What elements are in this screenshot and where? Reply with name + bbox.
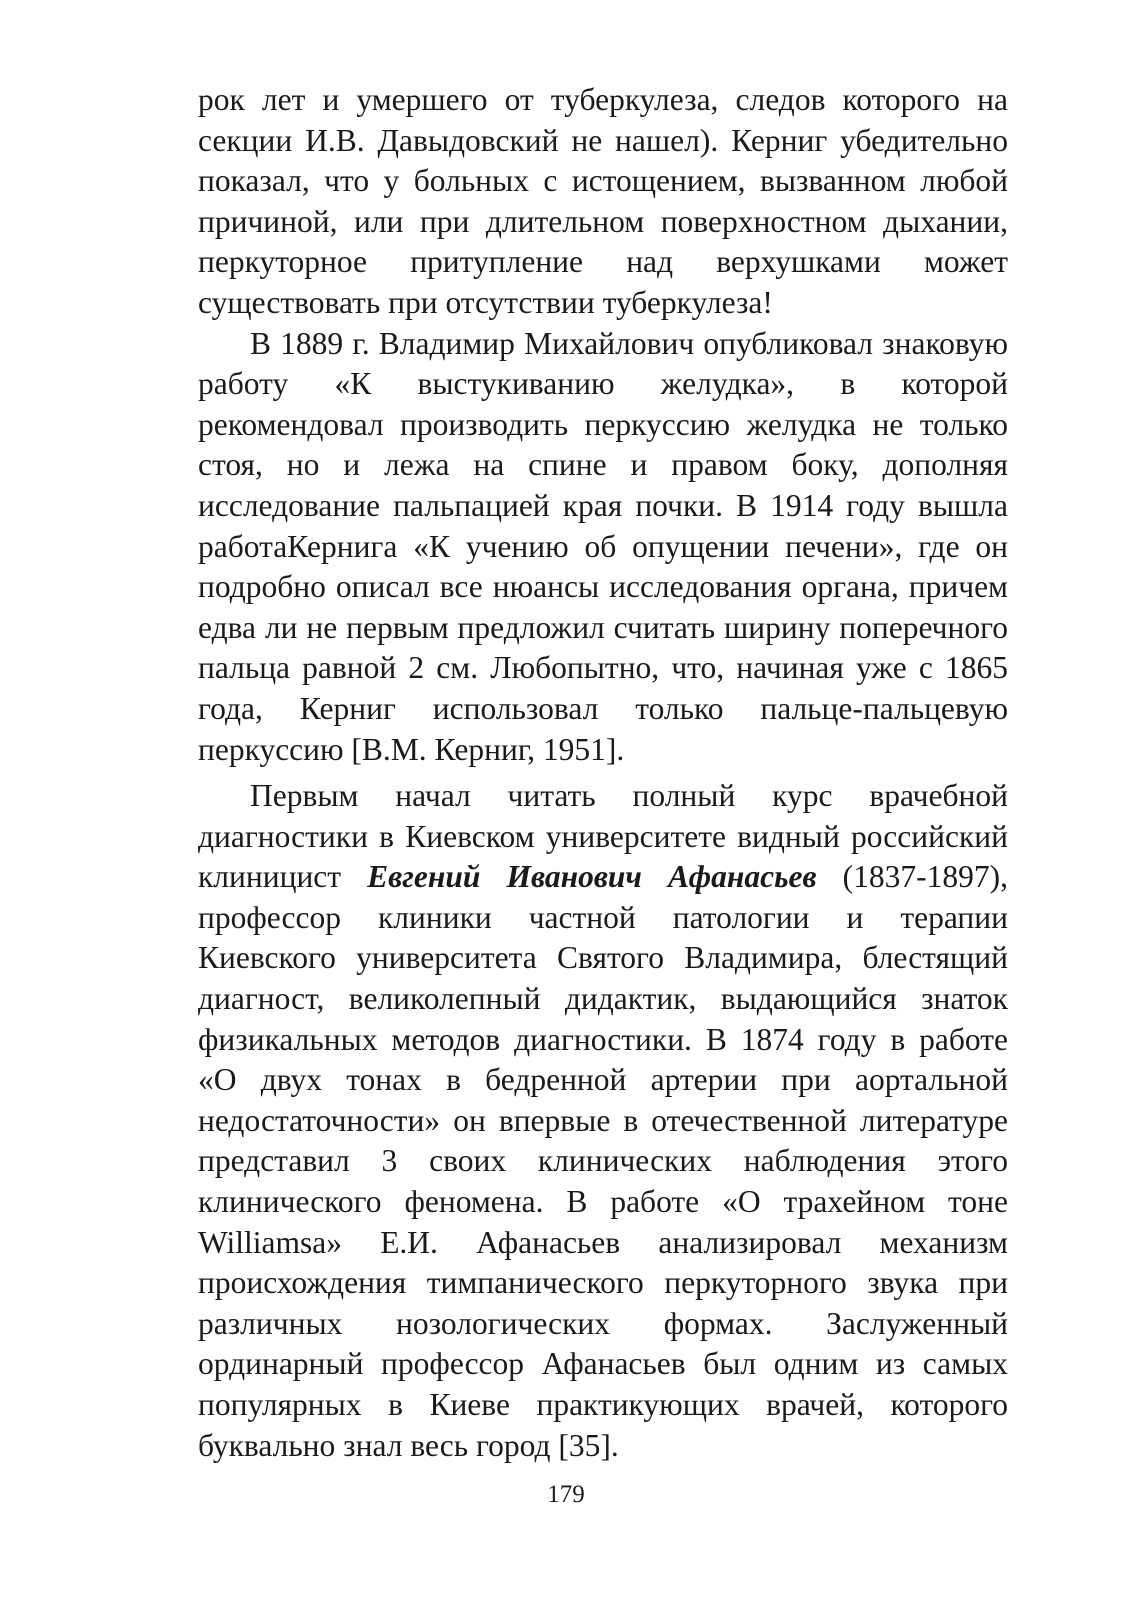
paragraph-kernig-percussion: В 1889 г. Владимир Михайлович опубликовал знаковую работу «К выстукиванию желудка», в которой рекомендовал производить перкуссию желудка не только стоя, но и лежа на спине и правом боку, дополняя исследование пальпацией края почки. В 1914 году вышла работаКернига «К учению об опущении печени», где он подробно описал все нюансы исследования органа, причем едва ли не первым предложил считать ширину поперечного пальца равной 2 см. Любопытно, что, начиная уже с 1865 года, Керниг использовал только пальце-пальцевую перкуссию [В.М. Керниг, 1951]. — [198, 325, 1008, 767]
paragraph-continuation: рок лет и умершего от туберкулеза, следов которого на секции И.В. Давыдовский не нашел). Керниг убедительно показал, что у больных с истощением, вызванном любой причиной, или при длительном поверхностном дыхании, перкуторное притупление над верхушками может существовать при отсутствии туберкулеза! — [198, 82, 1008, 320]
paragraph-afanasiev-lead: Первым начал читать полный курс врачебной диагностики в Киевском университете видный российский клиницист — [198, 778, 1008, 895]
paragraph-afanasiev — [198, 776, 1008, 1466]
page-number: 179 — [547, 1481, 585, 1508]
body-text — [198, 80, 1008, 1466]
paragraph-afanasiev-rest: (1837-1897), профессор клиники частной патологии и терапии Киевского университета Святого Владимира, блестящий диагност, великолепный дидактик, выдающийся знаток физикальных методов диагностики. В 1874 году в работе «О двух тонах в бедренной артерии при аортальной недостаточности» он впервые в отечественной литературе представил 3 своих клинических наблюдения этого клинического феномена. В работе «О трахейном тоне Williamsa» Е.И. Афанасьев анализировал механизм происхождения тимпанического перкуторного звука при различных нозологических формах. Заслуженный ординарный профессор Афанасьев был одним из самых популярных в Киеве практикующих врачей, которого буквально знал весь город [35]. — [198, 859, 1008, 1463]
person-name-emphasis: Евгений Иванович Афанасьев — [367, 859, 817, 895]
